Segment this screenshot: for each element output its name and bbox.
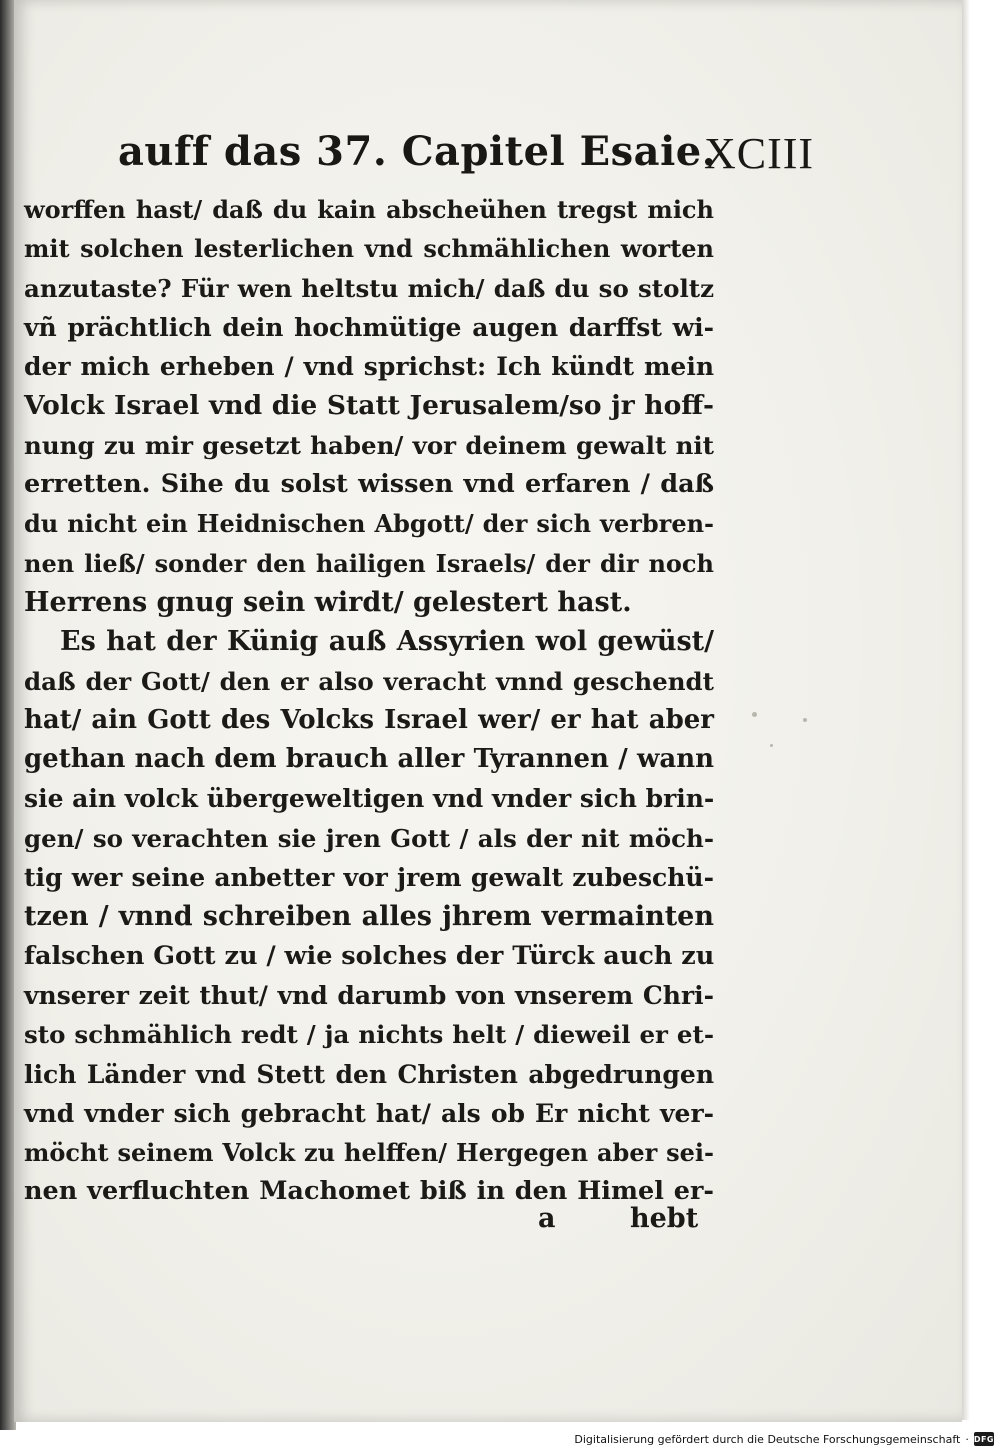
- body-text: [24, 190, 714, 1212]
- text-line: nen verfluchten Machomet biß in den Himel er-: [24, 1176, 714, 1207]
- text-line: hat/ ain Gott des Volcks Israel wer/ er hat aber: [24, 704, 714, 735]
- text-line: vnd vnder sich gebracht hat/ als ob Er nicht ver-: [24, 1098, 714, 1128]
- text-line: worffen hast/ daß du kain abscheühen tregst mich: [24, 195, 714, 224]
- text-line: möcht seinem Volck zu helffen/ Hergegen aber sei-: [24, 1138, 714, 1168]
- text-line: sto schmählich redt / ja nichts helt / dieweil er et-: [24, 1020, 714, 1050]
- text-line: anzutaste? Für wen heltstu mich/ daß du so stoltz: [24, 273, 714, 303]
- funding-notice: Digitalisierung gefördert durch die Deutsche Forschungsgemeinschaft: [574, 1432, 961, 1446]
- text-line: lich Länder vnd Stett den Christen abgedrungen: [24, 1059, 714, 1089]
- text-line: Herrens gnug sein wirdt/ gelestert hast.: [24, 586, 632, 618]
- paragraph-start-line: Es hat der Künig auß Assyrien wol gewüst/: [60, 626, 714, 658]
- text-line: mit solchen lesterlichen vnd schmählichen worten: [24, 234, 714, 264]
- text-line: vnserer zeit thut/ vnd darumb von vnserem Chri-: [24, 980, 714, 1010]
- catchword: hebt: [630, 1203, 699, 1234]
- text-line: Volck Israel vnd die Statt Jerusalem/so jr hoff-: [24, 390, 714, 422]
- dfg-logo-icon: DFG: [974, 1432, 994, 1446]
- footer-separator: ·: [965, 1432, 969, 1446]
- text-line: vñ prächtlich dein hochmütige augen darffst wi-: [24, 312, 714, 342]
- text-line: du nicht ein Heidnischen Abgott/ der sich verbren-: [24, 509, 714, 539]
- text-line: falschen Gott zu / wie solches der Türck auch zu: [24, 940, 715, 971]
- paper-speck: [770, 744, 773, 747]
- funding-footer: [574, 1428, 1000, 1450]
- text-line: sie ain volck übergeweltigen vnd vnder sich brin-: [24, 784, 715, 814]
- folio-number: XCIII: [704, 129, 815, 178]
- text-line: erretten. Sihe du solst wissen vnd erfaren / daß: [24, 469, 714, 500]
- text-line: gen/ so verachten sie jren Gott / als der nit möch-: [24, 823, 714, 853]
- signature-mark: a: [538, 1203, 556, 1234]
- text-line: gethan nach dem brauch aller Tyrannen / wann: [24, 744, 714, 775]
- text-line: der mich erheben / vnd sprichst: Ich kündt mein: [24, 352, 714, 382]
- page-edge-shadow: [962, 0, 970, 1420]
- paper-speck: [803, 718, 807, 722]
- paper-speck: [752, 712, 757, 717]
- text-line: tig wer seine anbetter vor jrem gewalt zubeschü-: [24, 863, 714, 893]
- running-headline: auff das 37. Capitel Esaie.: [118, 128, 717, 175]
- text-line: daß der Gott/ den er also veracht vnnd geschendt: [24, 666, 714, 696]
- text-line: tzen / vnnd schreiben alles jhrem vermainten: [24, 901, 714, 933]
- text-line: nen ließ/ sonder den hailigen Israels/ der dir noch: [24, 548, 714, 578]
- text-line: nung zu mir gesetzt haben/ vor deinem gewalt nit: [24, 430, 714, 460]
